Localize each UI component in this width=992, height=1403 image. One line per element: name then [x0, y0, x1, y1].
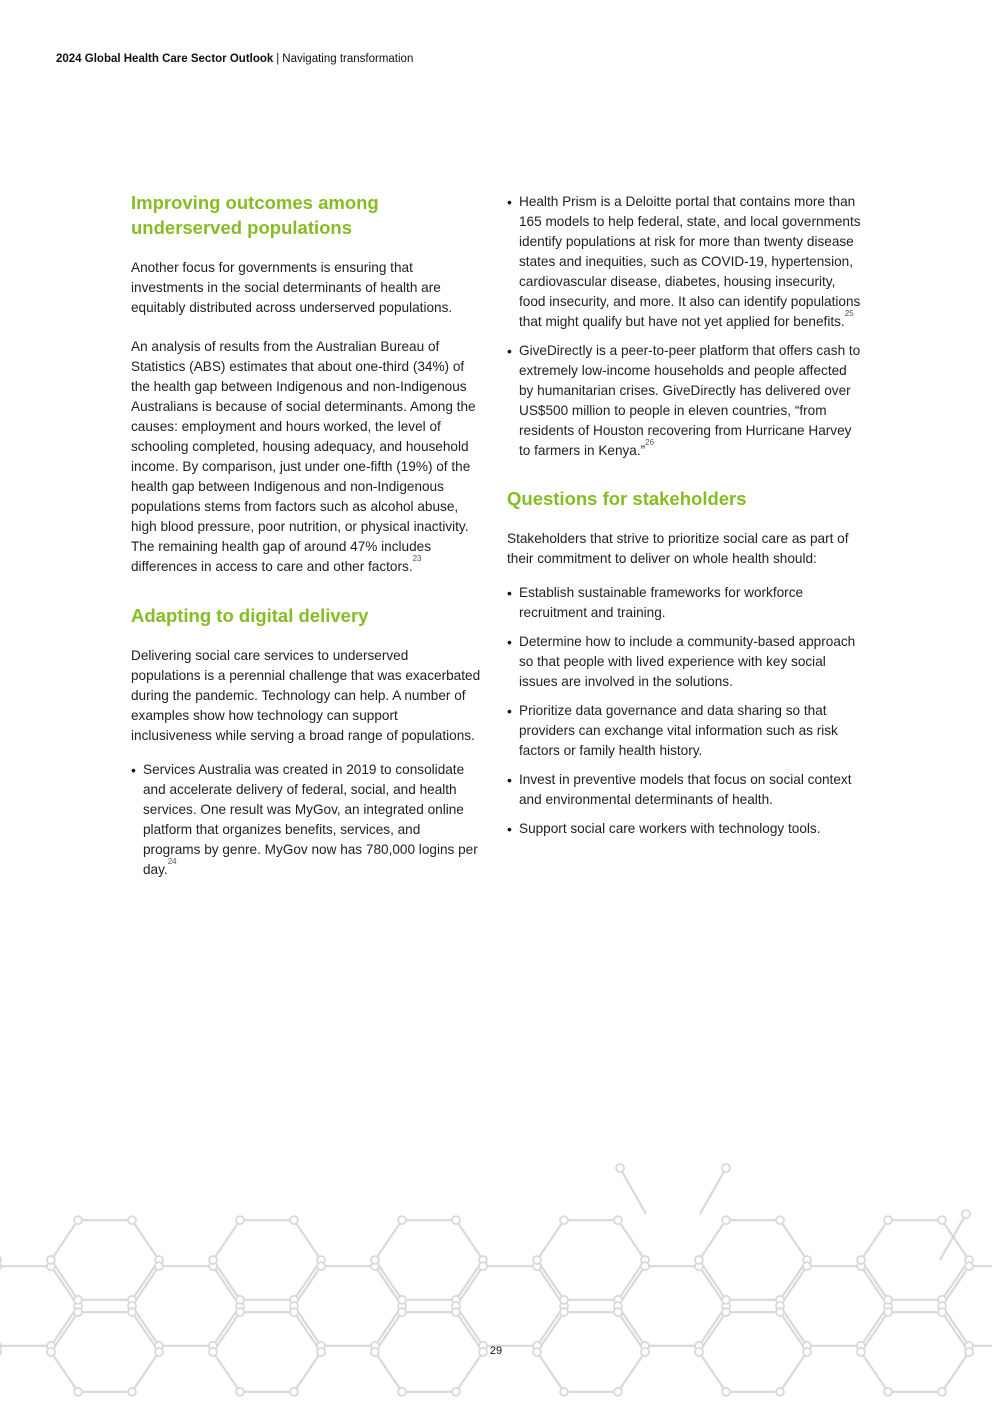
hexagon-node: [128, 1388, 136, 1396]
hexagon-node: [236, 1296, 244, 1304]
report-title: 2024 Global Health Care Sector Outlook: [56, 53, 274, 65]
hexagon-node: [884, 1388, 892, 1396]
right-column: [507, 190, 862, 839]
hexagon-node: [776, 1388, 784, 1396]
hexagon-node: [236, 1388, 244, 1396]
hexagon-node: [236, 1216, 244, 1224]
hexagon-node: [290, 1216, 298, 1224]
hexagon-node: [965, 1262, 973, 1270]
hexagon-node: [371, 1256, 379, 1264]
section-heading-questions: Questions for stakeholders: [507, 488, 747, 509]
hexagon-node: [317, 1262, 325, 1270]
page-number: 29: [489, 1345, 503, 1357]
list-item: • Prioritize data governance and data sharing so that providers can exchange vital information such as risk factors or family health history.: [507, 701, 862, 761]
hexagon-connector: [700, 1168, 726, 1214]
footnote-ref: 26: [645, 438, 655, 447]
hexagon-node: [290, 1308, 298, 1316]
hexagon-node: [884, 1216, 892, 1224]
hexagon-outline: [456, 1266, 564, 1346]
list-item-text: GiveDirectly is a peer-to-peer platform that offers cash to extremely low-income households and people affected by humanitarian crises. GiveDirectly has delivered over US$500 million to people in eleven countries, “from residents of Houston recovering from Hurricane Harvey to farmers in Kenya.”: [519, 343, 861, 458]
hexagon-node: [290, 1388, 298, 1396]
hexagon-node: [74, 1216, 82, 1224]
paragraph-underserved-2: [131, 337, 481, 577]
hexagon-outline: [618, 1266, 726, 1346]
hexagon-node: [452, 1216, 460, 1224]
hexagon-outline: [375, 1220, 483, 1300]
hexagon-node: [74, 1388, 82, 1396]
hexagon-node: [776, 1216, 784, 1224]
hexagon-node: [398, 1308, 406, 1316]
list-item-text: Services Australia was created in 2019 to consolidate and accelerate delivery of federal, social, and health services. One result was MyGov, an integrated online platform that organizes benefits, services, and programs by genre. MyGov now has 780,000 logins per day.: [143, 762, 478, 877]
hexagon-pattern-decoration: [0, 1155, 992, 1403]
hexagon-connector: [620, 1168, 646, 1214]
list-item: • Support social care workers with technology tools.: [507, 819, 862, 839]
running-header: [56, 53, 413, 65]
section-heading-underserved: [131, 190, 481, 240]
list-item: • Invest in preventive models that focus on social context and environmental determinants of health.: [507, 770, 862, 810]
hexagon-node: [722, 1164, 730, 1172]
hexagon-outline: [861, 1220, 969, 1300]
hexagon-outline: [699, 1220, 807, 1300]
left-column: [131, 190, 481, 880]
hexagon-node: [884, 1308, 892, 1316]
hexagon-node: [722, 1296, 730, 1304]
hexagon-node: [938, 1388, 946, 1396]
heading-line-2: underserved populations: [131, 217, 353, 238]
hexagon-node: [398, 1296, 406, 1304]
hexagon-outline: [537, 1220, 645, 1300]
hexagon-node: [614, 1388, 622, 1396]
heading-line-1: Improving outcomes among: [131, 192, 379, 213]
hexagon-node: [533, 1256, 541, 1264]
hexagon-node: [857, 1256, 865, 1264]
hexagon-node: [722, 1388, 730, 1396]
list-item-text: Health Prism is a Deloitte portal that contains more than 165 models to help federal, state, and local governments identify populations at risk for more than twenty disease states and inequities, such as COVID-19, hypertension, cardiovascular disease, diabetes, housing insecurity, food insecurity, and more. It also can identify populations that might qualify but have not yet applied for benefits.: [519, 194, 861, 329]
digital-examples-list: [131, 760, 481, 880]
paragraph-underserved-1: Another focus for governments is ensuring that investments in the social determinants of health are equitably distributed across underserved populations.: [131, 260, 453, 315]
hexagon-node: [884, 1296, 892, 1304]
hexagon-node: [938, 1308, 946, 1316]
hexagon-node: [722, 1308, 730, 1316]
footnote-ref: 23: [412, 554, 422, 563]
hexagon-node: [560, 1308, 568, 1316]
hexagon-node: [128, 1308, 136, 1316]
footnote-ref: 25: [844, 309, 854, 318]
hexagon-outline: [132, 1266, 240, 1346]
list-item: • Establish sustainable frameworks for workforce recruitment and training.: [507, 583, 862, 623]
hexagon-node: [155, 1262, 163, 1270]
hexagon-node: [452, 1308, 460, 1316]
hexagon-node: [236, 1308, 244, 1316]
paragraph-digital-1: Delivering social care services to underserved populations is a perennial challenge that was exacerbated during the pandemic. Technology can help. A number of examples show how technology can support inclusiveness while serving a broad range of populations.: [131, 648, 481, 743]
hexagon-outline: [51, 1220, 159, 1300]
hexagon-node: [722, 1216, 730, 1224]
stakeholder-actions-list: [507, 583, 862, 839]
digital-examples-list-continued: [507, 192, 862, 461]
hexagon-node: [560, 1296, 568, 1304]
hexagon-outline: [0, 1266, 78, 1346]
hexagon-node: [452, 1388, 460, 1396]
hexagon-node: [74, 1308, 82, 1316]
list-item: • Determine how to include a community-based approach so that people with lived experience with key social issues are involved in the solutions.: [507, 632, 862, 692]
hexagon-node: [47, 1256, 55, 1264]
hexagon-node: [938, 1216, 946, 1224]
hexagon-node: [128, 1216, 136, 1224]
hexagon-node: [803, 1262, 811, 1270]
hexagon-node: [776, 1308, 784, 1316]
list-item: [507, 192, 862, 332]
hexagon-outline: [213, 1220, 321, 1300]
hexagon-node: [398, 1388, 406, 1396]
report-subtitle: Navigating transformation: [282, 53, 414, 65]
hexagon-outline: [780, 1266, 888, 1346]
list-item: [131, 760, 481, 880]
section-heading-digital: Adapting to digital delivery: [131, 605, 369, 626]
paragraph-text: An analysis of results from the Australian Bureau of Statistics (ABS) estimates that about one-third (34%) of the health gap between Indigenous and non-Indigenous Australians is because of social determinants. Among the causes: employment and hours worked, the level of schooling completed, housing adequacy, and household income. By comparison, just under one-fifth (19%) of the health gap between Indigenous and non-Indigenous populations stems from factors such as alcohol abuse, high blood pressure, poor nutrition, or physical inactivity. The remaining health gap of around 47% includes differences in access to care and other factors.: [131, 339, 476, 574]
paragraph-questions-intro: Stakeholders that strive to prioritize social care as part of their commitment to deliver on whole health should:: [507, 531, 849, 566]
hexagon-node: [398, 1216, 406, 1224]
hexagon-node: [479, 1262, 487, 1270]
hexagon-node: [616, 1164, 624, 1172]
hexagon-node: [641, 1262, 649, 1270]
footnote-ref: 24: [167, 857, 177, 866]
hexagon-node: [0, 1262, 1, 1270]
hexagon-node: [614, 1308, 622, 1316]
hexagon-outline: [294, 1266, 402, 1346]
hexagon-node: [962, 1210, 970, 1218]
header-separator: |: [276, 53, 280, 65]
hexagon-node: [560, 1216, 568, 1224]
list-item: [507, 341, 862, 461]
hexagon-node: [209, 1256, 217, 1264]
hexagon-node: [560, 1388, 568, 1396]
hexagon-node: [614, 1216, 622, 1224]
hexagon-node: [695, 1256, 703, 1264]
hexagon-node: [74, 1296, 82, 1304]
hexagon-outline: [942, 1266, 992, 1346]
